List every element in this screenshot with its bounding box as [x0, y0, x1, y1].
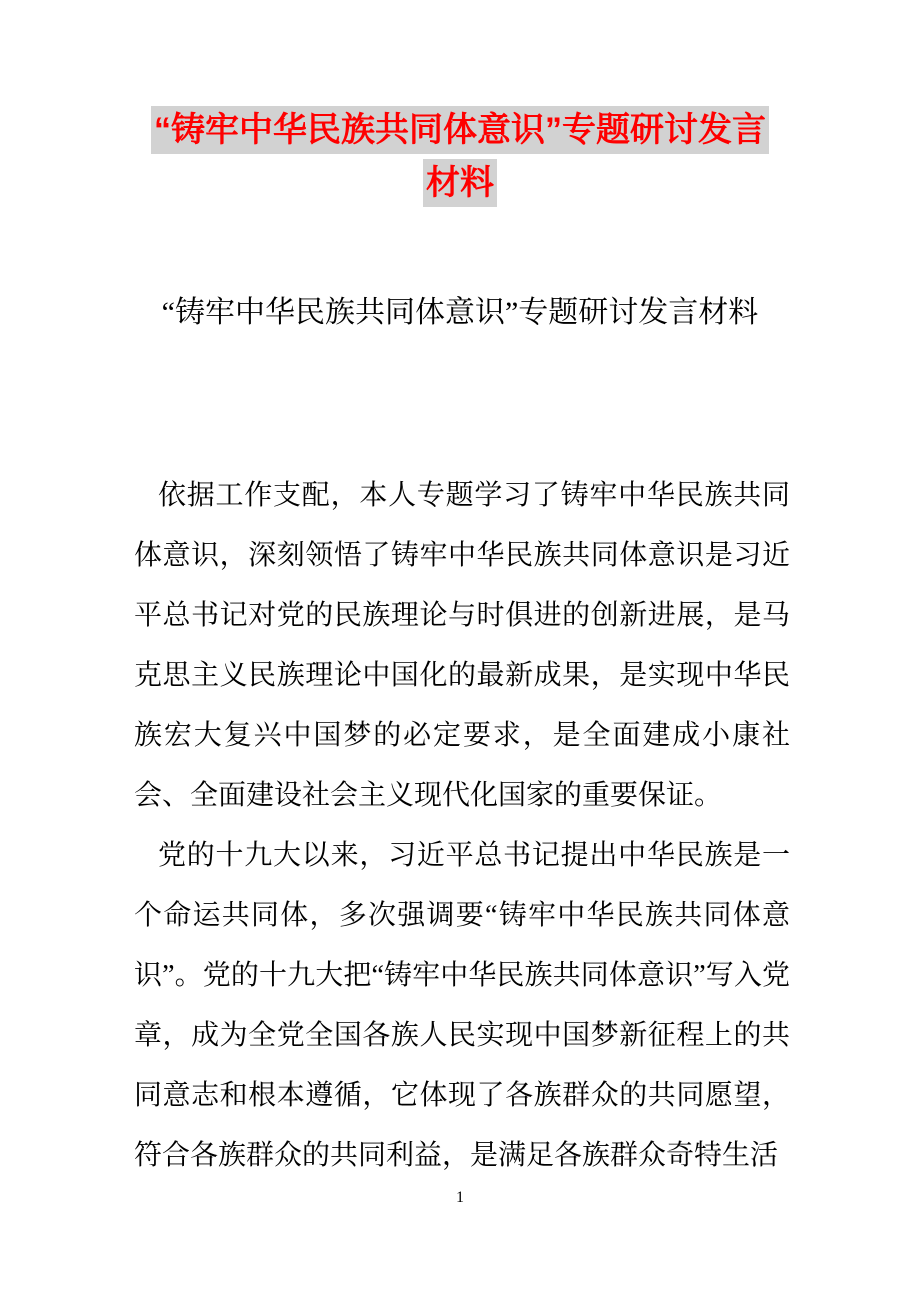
title-line-1: “铸牢中华民族共同体意识”专题研讨发言	[151, 106, 769, 154]
page-footer	[0, 1188, 920, 1208]
document-subtitle: “铸牢中华民族共同体意识”专题研讨发言材料	[161, 296, 759, 329]
document-body	[134, 466, 790, 1186]
document-title	[0, 0, 920, 207]
page-number: 1	[456, 1189, 464, 1206]
title-line-2: 材料	[423, 159, 497, 207]
body-paragraph-1: 依据工作支配，本人专题学习了铸牢中华民族共同体意识，深刻领悟了铸牢中华民族共同体意识是习近平总书记对党的民族理论与时俱进的创新进展，是马克思主义民族理论中国化的最新成果，是实现中华民族宏大复兴中国梦的必定要求，是全面建成小康社会、全面建设社会主义现代化国家的重要保证。	[134, 480, 790, 811]
body-paragraph-2: 党的十九大以来，习近平总书记提出中华民族是一个命运共同体，多次强调要“铸牢中华民族共同体意识”。党的十九大把“铸牢中华民族共同体意识”写入党章，成为全党全国各族人民实现中国梦新征程上的共同意志和根本遵循，它体现了各族群众的共同愿望，符合各族群众的共同利益，是满足各族群众奇特生活	[134, 840, 790, 1171]
